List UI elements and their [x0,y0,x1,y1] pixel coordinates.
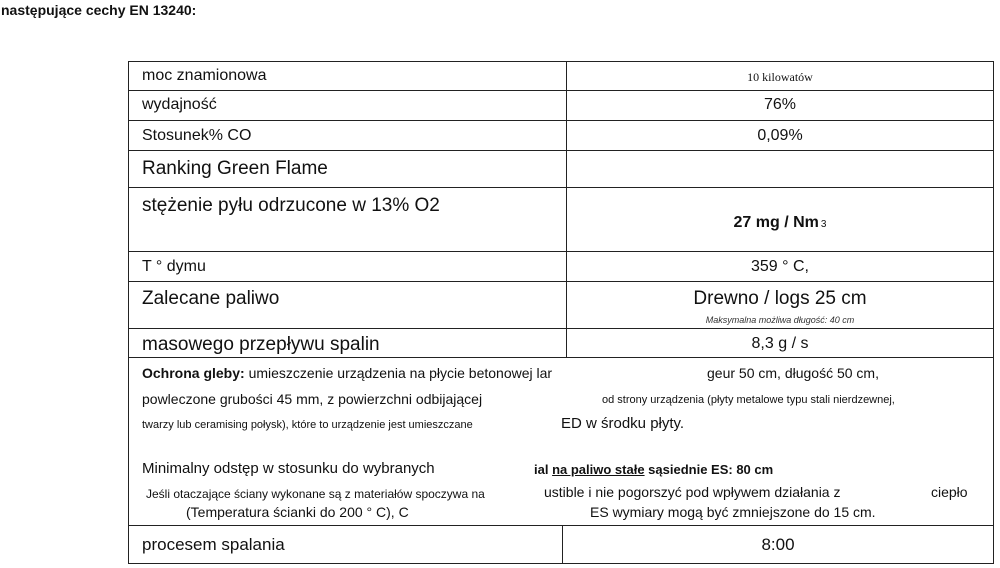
protection-line-1: Ochrona gleby: umieszczenie urządzenia na płycie betonowej lar [142,365,553,381]
walls-line: Jeśli otaczające ściany wykonane są z materiałów spoczywa na [146,487,485,501]
specs-table [128,61,994,564]
clearance-line: Minimalny odstęp w stosunku do wybranych [142,460,435,477]
value-cell [567,121,993,150]
row-value: 10 kilowatów [747,70,813,84]
row-label: masowego przepływu spalin [142,334,380,355]
label-cell [129,151,567,187]
label-cell [129,329,567,357]
row-value: Drewno / logs 25 cm [693,288,867,309]
value-cell [567,151,993,187]
value-cell [567,252,993,281]
value-cell [567,329,993,357]
row-label: Stosunek% CO [142,127,252,144]
table-row [129,62,993,91]
label-cell [129,91,567,120]
label-cell [129,252,567,281]
row-label: Ranking Green Flame [142,158,328,179]
value-cell [567,91,993,120]
clearance-line-right: ial na paliwo stałe sąsiednie ES: 80 cm [534,462,774,477]
row-value: 8:00 [761,535,795,554]
walls-line-right: ciepło [931,484,968,500]
row-value: 8,3 g / s [751,335,809,352]
section-heading: następujące cechy EN 13240: [1,2,197,18]
temperature-line: (Temperatura ścianki do 200 ° C), C [186,504,409,520]
row-label: procesem spalania [142,535,285,554]
label-cell [129,282,567,328]
value-cell [567,188,993,251]
label-cell [129,62,567,90]
protection-line-2: powleczone grubości 45 mm, z powierzchni odbijającej [142,391,483,407]
table-row [129,151,993,188]
label-cell [129,188,567,251]
protection-line-2-right: od strony urządzenia (płyty metalowe typu stali nierdzewnej, [602,394,895,406]
protection-line-1-right: geur 50 cm, długość 50 cm, [707,365,879,381]
table-row [129,526,993,563]
value-cell [563,526,993,563]
label-cell [129,121,567,150]
table-row [129,252,993,282]
protection-line-3: twarzy lub ceramising połysk), które to urządzenie jest umieszczane [142,419,473,431]
row-label: Zalecane paliwo [142,288,280,309]
label-cell [129,526,563,563]
value-cell [567,62,993,90]
floor-protection-block [129,358,993,526]
row-value: 76% [763,96,797,113]
protection-line-3-right: ED w środku płyty. [561,415,685,432]
row-label: wydajność [142,96,217,113]
unit-subscript: 3 [820,219,827,230]
row-value: 27 mg / Nm 3 [733,214,827,231]
max-length-note: Maksymalna możliwa długość: 40 cm [705,315,855,325]
row-value: 359 ° C, [751,258,809,275]
row-value: 0,09% [757,127,803,144]
table-row [129,91,993,121]
row-label: moc znamionowa [142,67,267,84]
row-label: stężenie pyłu odrzucone w 13% O2 [142,195,440,216]
table-row [129,329,993,358]
value-cell [567,282,993,328]
table-row [129,282,993,329]
table-row [129,121,993,151]
row-label: T ° dymu [142,258,206,275]
table-row [129,188,993,252]
walls-line-mid: ustible i nie pogorszyć pod wpływem działania z [544,484,841,500]
temperature-line-right: ES wymiary mogą być zmniejszone do 15 cm. [590,504,876,520]
